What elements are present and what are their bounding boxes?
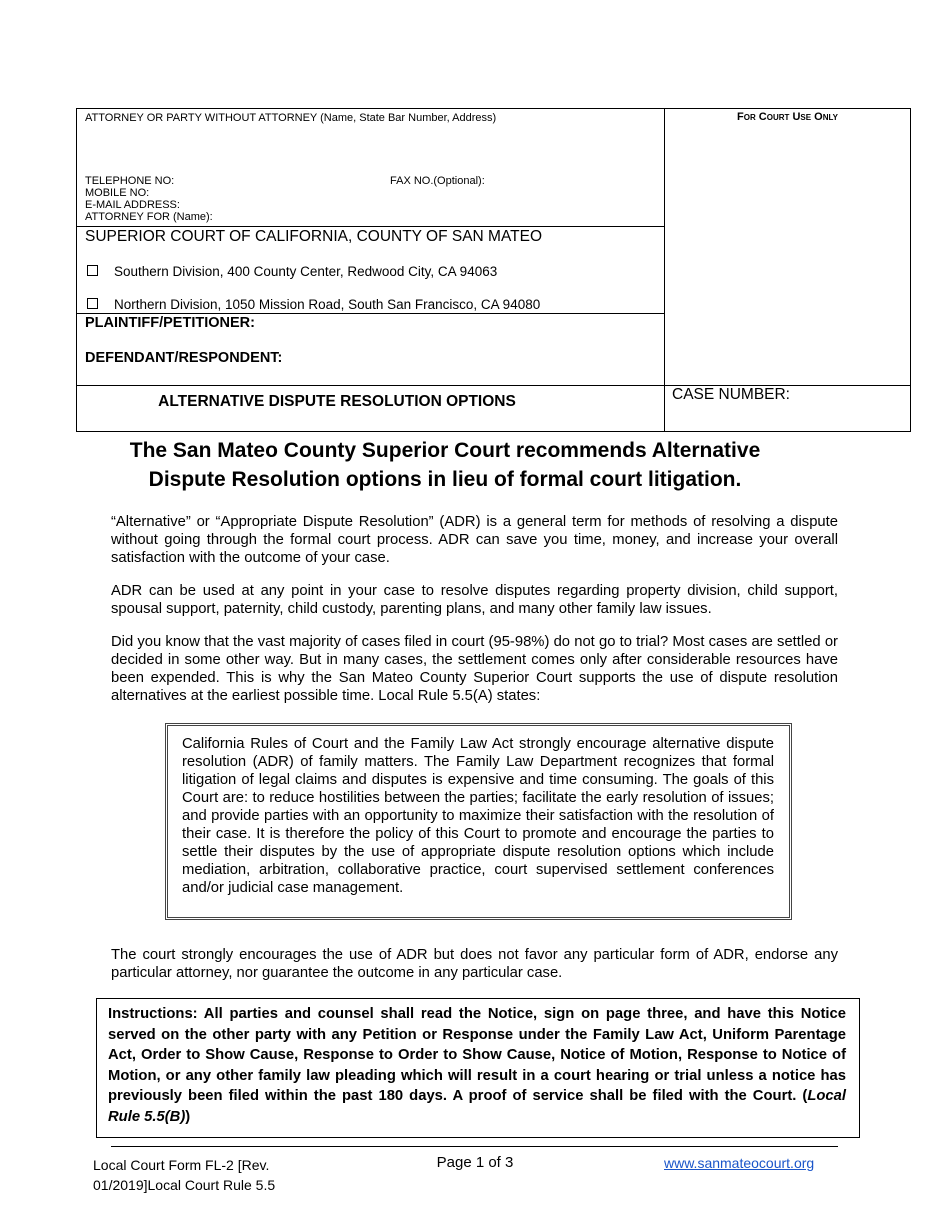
intro-paragraph: “Alternative” or “Appropriate Dispute Resolution” (ADR) is a general term for methods of resolving a dispute without going through the formal court process. ADR can save you time, money, and increase your overall satisfaction with the outcome of your case. (111, 514, 838, 566)
instructions-open-paren: ( (802, 1088, 808, 1104)
page-number: Page 1 of 3 (436, 1154, 514, 1171)
attorney-for-label: ATTORNEY FOR (Name): (85, 211, 213, 223)
statistics-paragraph: Did you know that the vast majority of cases filed in court (95-98%) do not go to trial? Most cases are settled or decided in some other way. But in many cases, the settlement comes only after considerable resources have been expended. This is why the San Mateo County Superior Court supports the use of dispute resolution alternatives at the earliest possible time. Local Rule 5.5(A) states: (111, 634, 838, 704)
case-number-label: CASE NUMBER: (672, 386, 790, 403)
page-headline: The San Mateo County Superior Court recommends Alternative Dispute Resolution options in lieu of formal court litigation. (129, 439, 761, 491)
plaintiff-label: PLAINTIFF/PETITIONER: (85, 315, 255, 331)
footer-rule (111, 1146, 838, 1147)
case-caption-table (76, 108, 911, 432)
email-label: E-MAIL ADDRESS: (85, 199, 180, 211)
usage-paragraph: ADR can be used at any point in your case to resolve disputes regarding property division, child support, spousal support, paternity, child custody, parenting plans, and many other family law issues. (111, 583, 838, 617)
northern-division-checkbox[interactable] (87, 298, 98, 309)
attorney-label: ATTORNEY OR PARTY WITHOUT ATTORNEY (Name, State Bar Number, Address) (85, 112, 497, 124)
instructions-body: Instructions: All parties and counsel shall read the Notice, sign on page three, and have this Notice served on the other party with any Petition or Response under the Family Law Act, Uniform Parentage Act, Order to Show Cause, Response to Order to Show Cause, Notice of Motion, Response to Notice of Motion, or any other family law pleading which will result in a court hearing or trial unless a notice has previously been filed within the past 180 days. A proof of service shall be filed with the Court. (108, 1006, 846, 1104)
court-use-label: For Court Use Only (737, 111, 838, 123)
document-title: ALTERNATIVE DISPUTE RESOLUTION OPTIONS (158, 393, 516, 410)
form-number (93, 1155, 333, 1195)
instructions-rule-reference: Local Rule 5.5(B) (108, 1088, 846, 1125)
caption-divider (77, 226, 664, 227)
telephone-label: TELEPHONE NO: (85, 175, 175, 187)
caption-column-divider (664, 109, 665, 431)
instructions-close-paren: ) (185, 1108, 191, 1125)
instructions-text (108, 1004, 846, 1127)
court-name: SUPERIOR COURT OF CALIFORNIA, COUNTY OF SAN MATEO (85, 228, 543, 245)
caption-divider (77, 313, 664, 314)
defendant-label: DEFENDANT/RESPONDENT: (85, 350, 283, 366)
court-website-link[interactable]: www.sanmateocourt.org (664, 1155, 815, 1171)
mobile-label: MOBILE NO: (85, 187, 150, 199)
southern-division-label: Southern Division, 400 County Center, Redwood City, CA 94063 (114, 264, 498, 279)
form-number-line1: Local Court Form FL-2 [Rev. (93, 1157, 270, 1173)
southern-division-checkbox[interactable] (87, 265, 98, 276)
closing-paragraph: The court strongly encourages the use of ADR but does not favor any particular form of ADR, endorse any particular attorney, nor guarantee the outcome in any particular case. (111, 947, 838, 981)
local-rule-quote: California Rules of Court and the Family Law Act strongly encourage alternative dispute resolution (ADR) of family matters. The Family Law Department recognizes that formal litigation of legal claims and disputes is expensive and time consuming. The goals of this Court are: to reduce hostilities between the parties; facilitate the early resolution of issues; and provide parties with an opportunity to maximize their satisfaction with the resolution of their case. It is therefore the policy of this Court to promote and encourage the parties to settle their disputes by the use of appropriate dispute resolution options which include mediation, arbitration, collaborative practice, court supervised settlement conferences and/or judicial case management. (182, 736, 774, 896)
northern-division-label: Northern Division, 1050 Mission Road, South San Francisco, CA 94080 (114, 297, 541, 312)
fax-label: FAX NO.(Optional): (390, 175, 485, 187)
form-number-line2: 01/2019]Local Court Rule 5.5 (93, 1177, 276, 1193)
